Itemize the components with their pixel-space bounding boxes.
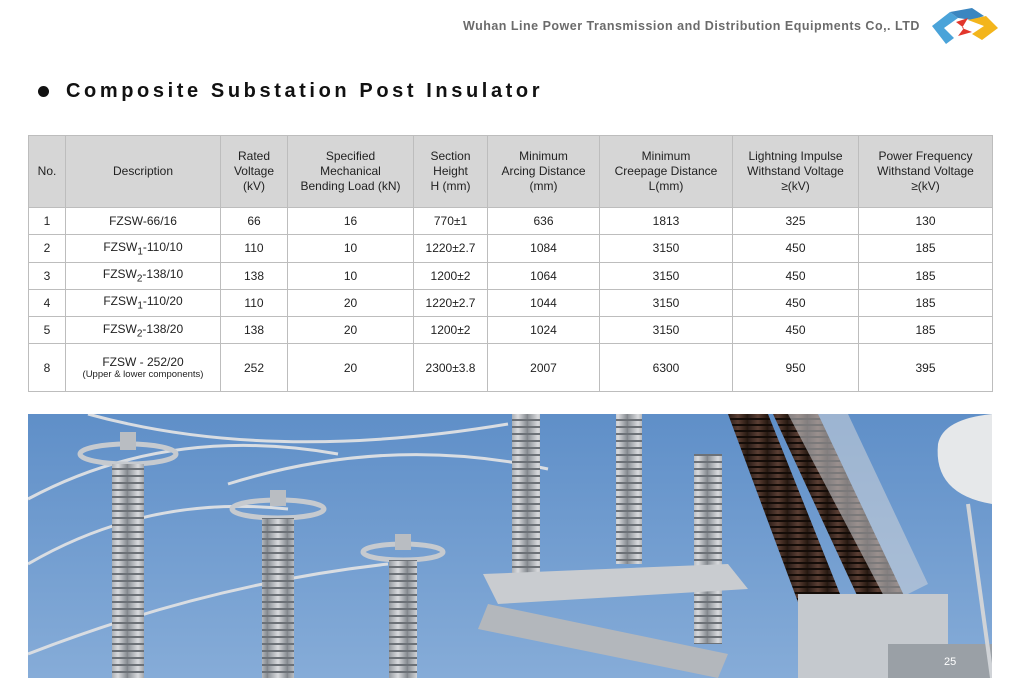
desc-text: FZSW - 252/20	[102, 355, 184, 370]
cell-load: 20	[288, 289, 414, 316]
header-line: (kV)	[243, 179, 265, 193]
cell-power: 185	[859, 317, 993, 344]
table-row	[29, 289, 993, 316]
cell-load: 16	[288, 208, 414, 235]
desc-text: FZSW	[103, 294, 138, 309]
cell-no: 2	[29, 235, 66, 262]
insulator-photo-illustration	[28, 414, 992, 678]
cell-power: 395	[859, 344, 993, 392]
header-line: Lightning Impulse	[748, 149, 843, 163]
col-header-no	[29, 136, 66, 208]
header-line: Arcing Distance	[501, 164, 586, 178]
cell-arcing: 2007	[488, 344, 600, 392]
cell-lightning: 450	[733, 317, 859, 344]
cell-voltage: 110	[221, 289, 288, 316]
cell-height: 1200±2	[414, 262, 488, 289]
desc-text-suffix: -110/10	[142, 239, 183, 254]
col-header-creepage-distance	[600, 136, 733, 208]
cell-description	[66, 317, 221, 344]
header-line: Voltage	[233, 164, 275, 178]
cell-height: 1200±2	[414, 317, 488, 344]
cell-description	[66, 289, 221, 316]
header-line: ≥(kV)	[781, 179, 810, 193]
cell-lightning: 450	[733, 235, 859, 262]
desc-note: (Upper & lower components)	[82, 369, 204, 381]
col-header-section-height	[414, 136, 488, 208]
cell-load: 20	[288, 317, 414, 344]
header-line: Bending Load (kN)	[300, 179, 401, 193]
cell-description	[66, 262, 221, 289]
cell-no: 8	[29, 344, 66, 392]
specification-table	[28, 135, 993, 392]
header-line: L(mm)	[648, 179, 684, 193]
cell-creepage: 3150	[600, 289, 733, 316]
desc-subscript: 1	[137, 246, 143, 258]
substation-photo	[28, 414, 992, 678]
cell-no: 5	[29, 317, 66, 344]
col-header-description	[66, 136, 221, 208]
desc-subscript: 2	[136, 327, 143, 339]
desc-subscript: 2	[136, 273, 143, 285]
page-number: 25	[944, 656, 957, 668]
header-line: ≥(kV)	[911, 179, 940, 193]
header-line: Creepage Distance	[614, 164, 718, 178]
col-header-lightning-impulse	[733, 136, 859, 208]
desc-text: FZSW	[103, 239, 138, 254]
cell-lightning: 450	[733, 289, 859, 316]
table-row	[29, 262, 993, 289]
cell-creepage: 6300	[600, 344, 733, 392]
desc-text: FZSW	[102, 321, 137, 336]
cell-height: 1220±2.7	[414, 235, 488, 262]
desc-text: FZSW	[102, 267, 137, 281]
cell-power: 185	[859, 262, 993, 289]
desc-text: FZSW-66/16	[109, 214, 177, 229]
header-line: Section	[430, 149, 471, 163]
desc-text-suffix: -138/20	[142, 321, 184, 336]
cell-voltage: 138	[221, 262, 288, 289]
cell-height: 770±1	[414, 208, 488, 235]
company-name: Wuhan Line Power Transmission and Distribution Equipments Co,. LTD	[463, 19, 920, 33]
header-line: No.	[37, 164, 57, 178]
cell-height: 2300±3.8	[414, 344, 488, 392]
desc-text-suffix: -110/20	[142, 294, 183, 309]
cell-voltage: 138	[221, 317, 288, 344]
header-line: Description	[112, 164, 174, 178]
desc-text-suffix: -138/10	[142, 267, 184, 281]
cell-arcing: 1024	[488, 317, 600, 344]
header-line: Withstand Voltage	[877, 164, 974, 178]
title-bullet-icon	[38, 86, 49, 97]
cell-arcing: 1044	[488, 289, 600, 316]
header-line: Mechanical	[320, 164, 381, 178]
page-title	[38, 80, 543, 103]
cell-creepage: 3150	[600, 235, 733, 262]
header-line: Minimum	[641, 149, 691, 163]
table-row	[29, 208, 993, 235]
cell-load: 20	[288, 344, 414, 392]
header-line: Withstand Voltage	[747, 164, 844, 178]
header-line: Rated	[237, 149, 271, 163]
col-header-arcing-distance	[488, 136, 600, 208]
cell-lightning: 950	[733, 344, 859, 392]
header-line: Height	[433, 164, 468, 178]
title-text: Composite Substation Post Insulator	[66, 80, 544, 102]
cell-power: 130	[859, 208, 993, 235]
cell-creepage: 1813	[600, 208, 733, 235]
cell-creepage: 3150	[600, 317, 733, 344]
cell-load: 10	[288, 235, 414, 262]
col-header-bending-load	[288, 136, 414, 208]
header-line: Specified	[325, 149, 376, 163]
col-header-power-frequency	[859, 136, 993, 208]
header-line: (mm)	[529, 179, 558, 193]
cell-description	[66, 344, 221, 392]
header-line: Minimum	[519, 149, 568, 163]
col-header-rated-voltage	[221, 136, 288, 208]
header-line: Power Frequency	[878, 149, 973, 163]
cell-creepage: 3150	[600, 262, 733, 289]
cell-no: 3	[29, 262, 66, 289]
cell-lightning: 450	[733, 262, 859, 289]
cell-lightning: 325	[733, 208, 859, 235]
cell-load: 10	[288, 262, 414, 289]
cell-arcing: 1084	[488, 235, 600, 262]
cell-no: 4	[29, 289, 66, 316]
cell-description	[66, 235, 221, 262]
cell-power: 185	[859, 235, 993, 262]
company-logo-icon	[928, 6, 1002, 46]
cell-height: 1220±2.7	[414, 289, 488, 316]
table-row	[29, 317, 993, 344]
desc-subscript: 1	[137, 300, 143, 312]
cell-no: 1	[29, 208, 66, 235]
table-row	[29, 235, 993, 262]
cell-power: 185	[859, 289, 993, 316]
table-row	[29, 344, 993, 392]
cell-voltage: 252	[221, 344, 288, 392]
table-header-row	[29, 136, 993, 208]
cell-voltage: 110	[221, 235, 288, 262]
header-line: H (mm)	[430, 179, 471, 193]
cell-arcing: 1064	[488, 262, 600, 289]
cell-voltage: 66	[221, 208, 288, 235]
cell-arcing: 636	[488, 208, 600, 235]
cell-description	[66, 208, 221, 235]
